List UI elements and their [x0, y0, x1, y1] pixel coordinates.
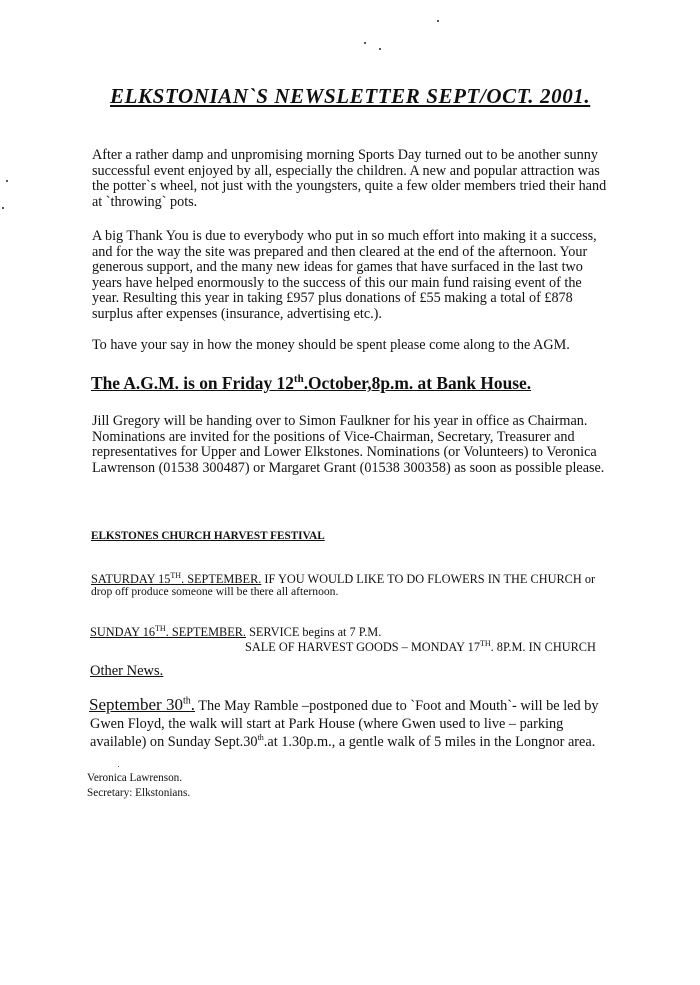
- saturday-line: SATURDAY 15TH. SEPTEMBER. IF YOU WOULD LIKE TO DO FLOWERS IN THE CHURCH or: [91, 570, 596, 586]
- signature-name: Veronica Lawrenson.: [87, 772, 183, 784]
- harvest-festival-heading: ELKSTONES CHURCH HARVEST FESTIVAL: [91, 530, 325, 542]
- scan-speck: [379, 48, 381, 50]
- ramble-date: September 30th.: [89, 695, 195, 714]
- scan-speck: [118, 766, 119, 767]
- sports-day-paragraph: After a rather damp and unpromising morning Sports Day turned out to be another sunny successful event enjoyed by all, especially the children. A new and popular attraction was the potter`s wheel, not just with the youngsters, quite a few older members tried their hand at `throwing` pots.: [92, 147, 607, 210]
- ramble-line-3: available) on Sunday Sept.30th.at 1.30p.m., a gentle walk of 5 miles in the Longnor area.: [90, 733, 596, 750]
- signature-role: Secretary: Elkstonians.: [87, 787, 191, 799]
- scan-speck: [364, 42, 366, 44]
- scan-speck: [2, 207, 4, 209]
- thank-you-paragraph: A big Thank You is due to everybody who put in so much effort into making it a success, and for the way the site was prepared and then cleared at the end of the afternoon. Your generous support, and the many new ideas for games that have surfaced in the last two years have helped enormously to the success of this our main fund raising event of the year. Resulting this year in taking £957 plus donations of £55 making a total of £878 surplus after expenses (insurance, advertising etc.).: [92, 228, 597, 322]
- sunday-line: SUNDAY 16TH. SEPTEMBER. SERVICE begins at 7 P.M.: [90, 623, 382, 639]
- agm-heading: The A.G.M. is on Friday 12th.October,8p.m. at Bank House.: [91, 373, 532, 393]
- scan-speck: [6, 180, 8, 182]
- scan-speck: [437, 20, 439, 22]
- ramble-line-2: Gwen Floyd, the walk will start at Park House (where Gwen used to live – parking: [90, 716, 564, 732]
- agm-details-paragraph: Jill Gregory will be handing over to Simon Faulkner for his year in office as Chairman. Nominations are invited for the positions of Vice-Chairman, Secretary, Treasurer and representatives for Upper and Lower Elkstones. Nominations (or Volunteers) to Veronica Lawrenson (01538 300487) or Margaret Grant (01538 300358) as soon as possible please.: [92, 413, 605, 476]
- saturday-line-2: drop off produce someone will be there all afternoon.: [91, 585, 339, 598]
- harvest-sale-line: SALE OF HARVEST GOODS – MONDAY 17TH. 8P.M. IN CHURCH: [245, 638, 596, 654]
- newsletter-title: ELKSTONIAN`S NEWSLETTER SEPT/OCT. 2001.: [110, 84, 591, 108]
- agm-invite-paragraph: To have your say in how the money should be spent please come along to the AGM.: [92, 337, 570, 353]
- sunday-date: SUNDAY 16TH. SEPTEMBER.: [90, 623, 246, 639]
- saturday-date: SATURDAY 15TH. SEPTEMBER.: [91, 570, 262, 586]
- other-news-heading: Other News.: [90, 663, 164, 679]
- ramble-line-1: September 30th. The May Ramble –postponed due to `Foot and Mouth`- will be led by: [89, 695, 599, 714]
